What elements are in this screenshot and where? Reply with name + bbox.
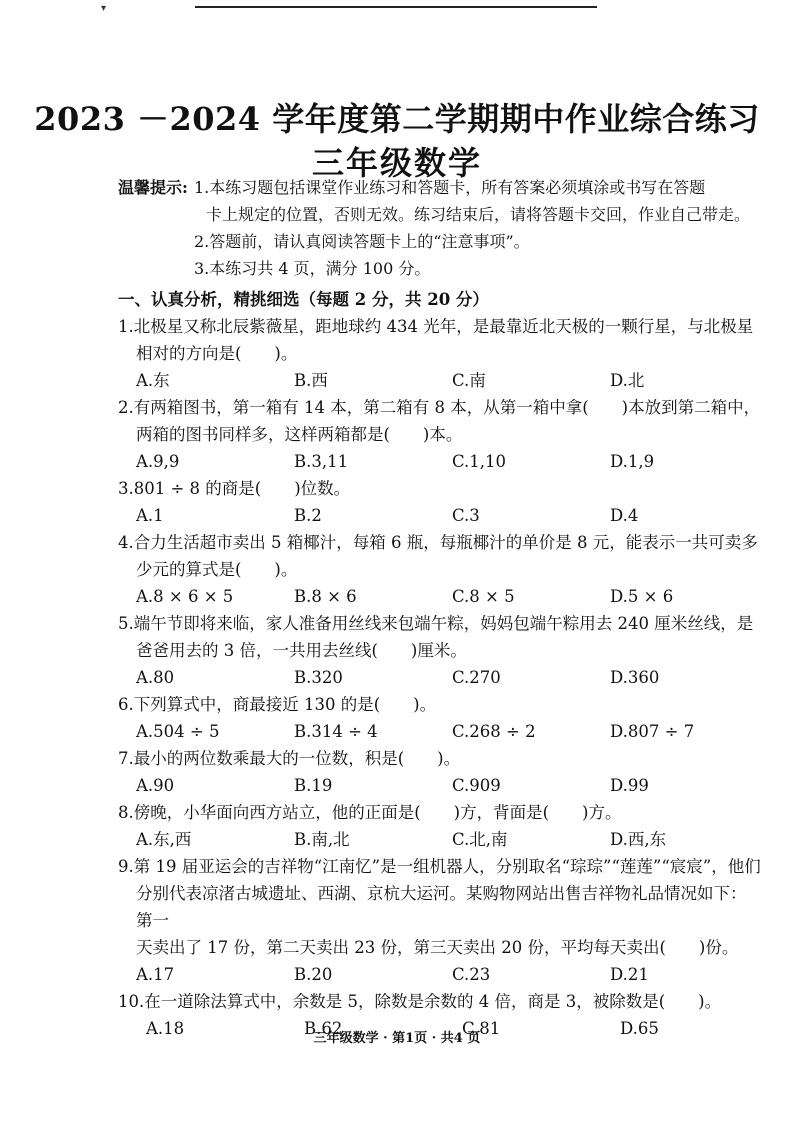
question-text-continued: 少元的算式是( )。: [136, 560, 298, 579]
question-item: [118, 610, 762, 691]
question-text: 2.有两箱图书，第一箱有 14 本，第二箱有 8 本，从第一箱中拿( )本放到第二箱中，: [118, 398, 761, 417]
question-item: [118, 394, 762, 475]
question-text-continued: 两箱的图书同样多，这样两箱都是( )本。: [136, 425, 463, 444]
answer-options: [118, 664, 762, 691]
tips-line-3: 3.本练习共 4 页，满分 100 分。: [194, 259, 431, 278]
tips-block: [118, 174, 758, 282]
tips-row-1: [118, 174, 758, 201]
answer-option-d: D.1,9: [610, 452, 655, 471]
question-text: 4.合力生活超市卖出 5 箱椰汁，每箱 6 瓶，每瓶椰汁的单价是 8 元，能表示一共可卖多: [118, 533, 758, 552]
answer-option-a: A.80: [136, 668, 175, 687]
answer-option-a: A.9,9: [136, 452, 180, 471]
question-item: [118, 691, 762, 745]
answer-option-a: A.90: [136, 776, 175, 795]
question-text: 1.北极星又称北辰紫薇星，距地球约 434 光年，是最靠近北天极的一颗行星，与北极星: [118, 317, 754, 336]
answer-option-a: A.504 ÷ 5: [136, 722, 220, 741]
answer-options: [118, 772, 762, 799]
question-text-continued: 爸爸用去的 3 倍，一共用去丝线( )厘米。: [136, 641, 467, 660]
tips-line-1b: 卡上规定的位置，否则无效。练习结束后，请将答题卡交回，作业自己带走。: [206, 205, 751, 224]
answer-option-d: D.西,东: [610, 830, 667, 849]
answer-option-c: C.3: [452, 506, 480, 525]
question-item: [118, 853, 762, 988]
answer-option-a: A.东: [136, 371, 170, 390]
answer-option-b: B.314 ÷ 4: [294, 722, 378, 741]
answer-option-c: C.909: [452, 776, 501, 795]
question-item: [118, 313, 762, 394]
question-text: 9.第 19 届亚运会的吉祥物“江南忆”是一组机器人，分别取名“琮琮”“莲莲”“宸宸”，他们: [118, 857, 761, 876]
question-text: 6.下列算式中，商最接近 130 的是( )。: [118, 695, 437, 714]
section-heading: 一、认真分析，精挑细选（每题 2 分，共 20 分）: [118, 290, 489, 309]
question-text: 10.在一道除法算式中，余数是 5，除数是余数的 4 倍，商是 3，被除数是( )。: [118, 992, 722, 1011]
question-list: [118, 313, 762, 1042]
answer-option-c: C.270: [452, 668, 501, 687]
question-item: [118, 745, 762, 799]
answer-option-c: C.北,南: [452, 830, 508, 849]
tips-line-2: 2.答题前，请认真阅读答题卡上的“注意事项”。: [194, 232, 530, 251]
answer-option-d: D.21: [610, 965, 649, 984]
tips-line-1: 1.本练习题包括课堂作业练习和答题卡，所有答案必须填涂或书写在答题: [194, 178, 706, 197]
answer-option-a: A.1: [136, 506, 164, 525]
answer-option-b: B.19: [294, 776, 333, 795]
answer-options: [118, 583, 762, 610]
answer-option-b: B.320: [294, 668, 343, 687]
answer-option-d: D.807 ÷ 7: [610, 722, 695, 741]
answer-options: [118, 502, 762, 529]
answer-option-b: B.3,11: [294, 452, 349, 471]
answer-option-a: A.8 × 6 × 5: [136, 587, 234, 606]
answer-option-d: D.65: [620, 1019, 659, 1038]
answer-option-d: D.360: [610, 668, 660, 687]
answer-option-b: B.62: [304, 1019, 343, 1038]
answer-option-b: B.8 × 6: [294, 587, 357, 606]
answer-option-b: B.南,北: [294, 830, 350, 849]
page-footer: 三年级数学 · 第1页 · 共4 页: [313, 1031, 481, 1046]
answer-options: [118, 718, 762, 745]
answer-options: [118, 367, 762, 394]
page-subtitle: 三年级数学: [311, 144, 482, 182]
answer-option-b: B.西: [294, 371, 328, 390]
question-text-continued: 相对的方向是( )。: [136, 344, 298, 363]
answer-options: [118, 448, 762, 475]
question-item: [118, 475, 762, 529]
question-text-continued: 天卖出了 17 份，第二天卖出 23 份，第三天卖出 20 份，平均每天卖出( )份。: [136, 938, 739, 957]
answer-option-a: A.17: [136, 965, 175, 984]
answer-option-c: C.268 ÷ 2: [452, 722, 536, 741]
question-item: [118, 529, 762, 610]
question-item: [118, 799, 762, 853]
answer-option-a: A.18: [146, 1019, 185, 1038]
answer-options: [118, 826, 762, 853]
answer-option-d: D.5 × 6: [610, 587, 674, 606]
page-title: 2023 －2024 学年度第二学期期中作业综合练习: [34, 100, 760, 138]
answer-options: [118, 961, 762, 988]
corner-mark: ▾: [101, 3, 107, 14]
question-text: 8.傍晚，小华面向西方站立，他的正面是( )方，背面是( )方。: [118, 803, 622, 822]
question-text: 3.801 ÷ 8 的商是( )位数。: [118, 479, 351, 498]
tips-label: 温馨提示:: [118, 178, 188, 197]
answer-option-c: C.23: [452, 965, 491, 984]
question-text: 7.最小的两位数乘最大的一位数，积是( )。: [118, 749, 461, 768]
answer-option-a: A.东,西: [136, 830, 192, 849]
answer-option-d: D.北: [610, 371, 645, 390]
answer-option-c: C.81: [462, 1019, 501, 1038]
answer-option-d: D.99: [610, 776, 649, 795]
question-text: 5.端午节即将来临，家人准备用丝线来包端午粽，妈妈包端午粽用去 240 厘米丝线，是: [118, 614, 754, 633]
answer-option-d: D.4: [610, 506, 639, 525]
answer-option-c: C.8 × 5: [452, 587, 515, 606]
answer-option-c: C.南: [452, 371, 486, 390]
answer-option-b: B.20: [294, 965, 333, 984]
answer-option-c: C.1,10: [452, 452, 507, 471]
answer-option-b: B.2: [294, 506, 322, 525]
top-rule: [195, 6, 597, 8]
question-text-continued: 分别代表凉渚古城遗址、西湖、京杭大运河。某购物网站出售吉祥物礼品情况如下：第一: [136, 884, 747, 930]
